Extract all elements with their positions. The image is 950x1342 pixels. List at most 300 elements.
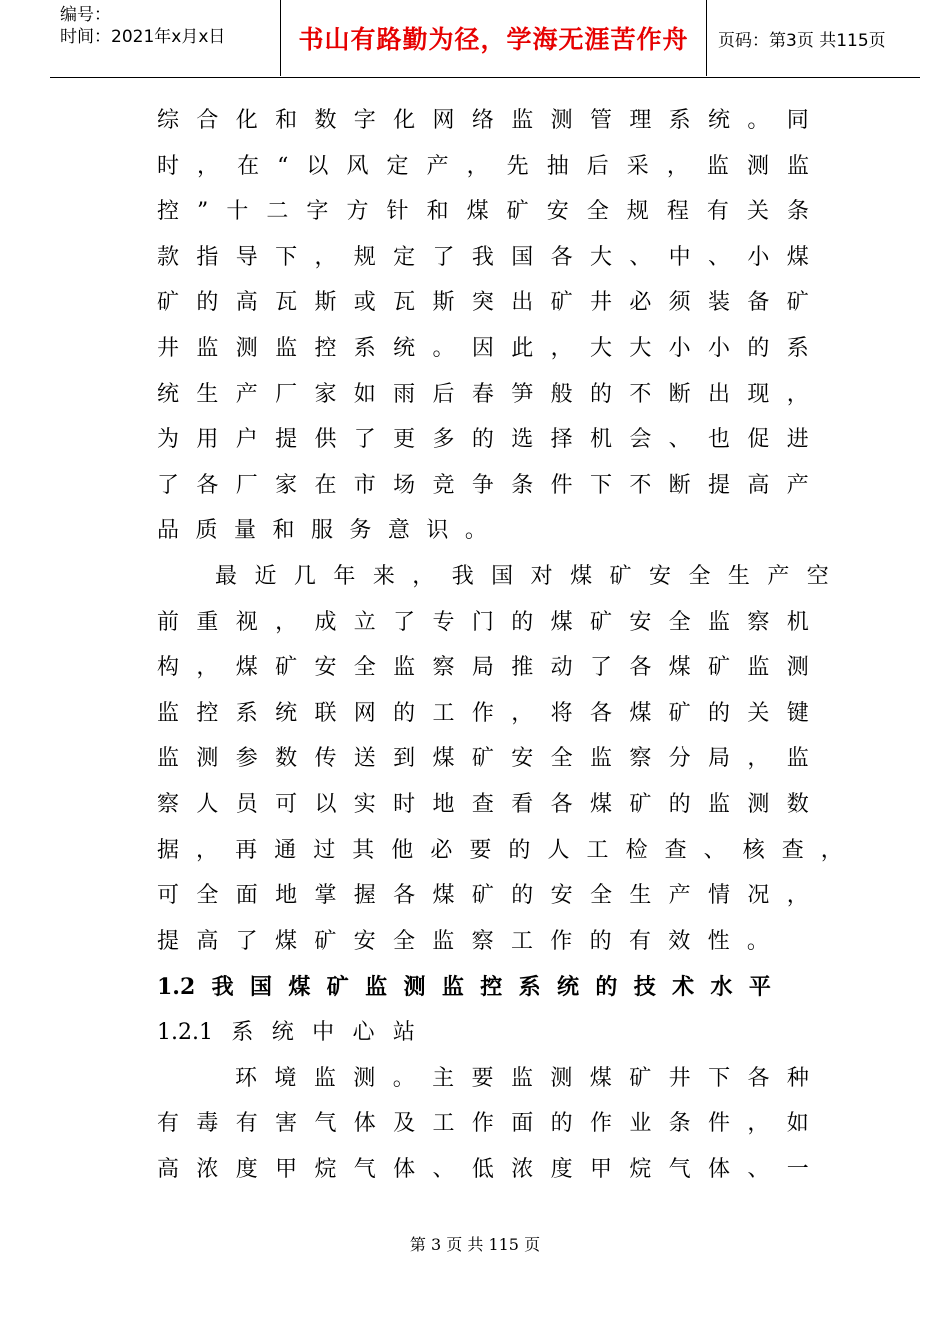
glyph: 的 [511, 883, 534, 909]
glyph: 如 [353, 381, 376, 407]
glyph: 煤 [589, 1065, 612, 1091]
glyph: 气 [668, 1156, 691, 1182]
glyph: 1.2.1 [157, 1020, 213, 1045]
glyph: 过 [313, 837, 336, 863]
glyph: 测 [235, 336, 258, 361]
text-line [157, 280, 809, 326]
page-footer: 第 3 页 共 115 页 [409, 1235, 541, 1254]
glyph: 测 [403, 974, 426, 1001]
glyph: 查 [471, 792, 494, 817]
glyph: 矿 [157, 290, 180, 316]
text-line [157, 736, 809, 782]
glyph: 备 [747, 290, 770, 316]
glyph: 的 [471, 427, 494, 453]
glyph: 测 [786, 655, 809, 681]
glyph: 系 [235, 700, 258, 726]
glyph: 到 [393, 746, 416, 772]
glyph: 件 [708, 1111, 731, 1137]
glyph: 数 [786, 792, 809, 817]
glyph: 害 [275, 1111, 298, 1137]
glyph: 控 [196, 700, 219, 726]
glyph: 全 [196, 883, 219, 909]
glyph: 员 [235, 792, 258, 817]
glyph: 察 [471, 928, 494, 954]
glyph: 况 [747, 883, 770, 909]
glyph: 笋 [511, 381, 534, 407]
glyph: 和 [426, 199, 449, 225]
glyph: 各 [747, 1065, 770, 1091]
header-meta [60, 0, 280, 80]
glyph: 煤 [786, 244, 809, 270]
header-motto: 书山有路勤为径，学海无涯苦作舟 [280, 0, 707, 76]
glyph: 矿 [471, 883, 494, 909]
glyph: 多 [432, 427, 455, 453]
glyph: 甲 [275, 1156, 298, 1182]
text-line [157, 144, 809, 190]
glyph: 用 [196, 427, 219, 453]
glyph: 再 [235, 837, 258, 863]
glyph: 生 [196, 381, 219, 407]
glyph: 检 [625, 837, 648, 863]
glyph: 系 [518, 974, 541, 1001]
glyph: ， [275, 609, 298, 635]
glyph: 有 [235, 1111, 258, 1137]
glyph: 及 [393, 1111, 416, 1137]
glyph: 市 [353, 472, 376, 498]
glyph: 十 [226, 199, 249, 225]
glyph: ， [412, 564, 435, 589]
glyph: 、 [747, 1156, 770, 1182]
glyph: 大 [589, 244, 612, 270]
glyph: 在 [314, 472, 337, 498]
glyph: 察 [747, 609, 770, 635]
glyph: 系 [231, 1020, 254, 1045]
text-line [157, 463, 809, 509]
glyph: 据 [157, 837, 180, 863]
glyph: 控 [480, 974, 503, 1001]
glyph: 。 [432, 336, 455, 361]
glyph: 、 [708, 244, 731, 270]
glyph: 工 [586, 837, 609, 863]
glyph: 国 [491, 564, 514, 589]
glyph: 安 [550, 883, 573, 909]
glyph: 气 [314, 1111, 337, 1137]
glyph: 以 [314, 792, 337, 817]
header-page-info: 页码：第3页 共115页 [718, 30, 886, 51]
glyph: 了 [353, 427, 376, 453]
glyph: 择 [550, 427, 573, 453]
glyph: 测 [550, 1065, 573, 1091]
glyph: 掌 [314, 883, 337, 909]
glyph: 统 [393, 336, 416, 361]
glyph: 。 [747, 108, 770, 133]
glyph: 最 [215, 564, 238, 589]
glyph: 为 [157, 427, 180, 453]
glyph: 推 [511, 655, 534, 681]
glyph: 煤 [570, 564, 593, 589]
glyph: 数 [314, 108, 337, 133]
glyph: 系 [668, 108, 691, 133]
glyph: 、 [703, 837, 726, 863]
glyph: 络 [471, 108, 494, 133]
glyph: 查 [664, 837, 687, 863]
glyph: 统 [271, 1020, 294, 1045]
glyph: 甲 [589, 1156, 612, 1182]
glyph: 突 [471, 290, 494, 316]
glyph: 大 [629, 336, 652, 361]
glyph: 局 [471, 655, 494, 681]
glyph: 浓 [196, 1156, 219, 1182]
glyph: 的 [508, 837, 531, 863]
glyph: 要 [469, 837, 492, 863]
glyph: 各 [550, 792, 573, 817]
glyph: 服 [310, 518, 333, 544]
glyph: 品 [157, 518, 180, 544]
glyph: 门 [471, 609, 494, 635]
glyph: 矿 [668, 700, 691, 726]
glyph: 人 [547, 837, 570, 863]
glyph: 烷 [629, 1156, 652, 1182]
glyph: 近 [254, 564, 277, 589]
glyph: 不 [629, 472, 652, 498]
glyph: 几 [293, 564, 316, 589]
glyph: 安 [546, 199, 569, 225]
glyph: 小 [668, 336, 691, 361]
glyph: 安 [314, 655, 337, 681]
glyph: 产 [235, 381, 258, 407]
glyph: 监 [432, 928, 455, 954]
glyph: 出 [511, 290, 534, 316]
glyph: 雨 [393, 381, 416, 407]
glyph: 的 [589, 381, 612, 407]
glyph: 统 [157, 381, 180, 407]
glyph: 矿 [609, 564, 632, 589]
glyph: 般 [550, 381, 573, 407]
glyph: 产 [767, 564, 790, 589]
glyph: 烷 [314, 1156, 337, 1182]
page-header [50, 0, 920, 78]
glyph: 厂 [275, 381, 298, 407]
glyph: 种 [786, 1065, 809, 1091]
glyph: 实 [353, 792, 376, 817]
glyph: 核 [742, 837, 765, 863]
glyph: 断 [668, 381, 691, 407]
glyph: 可 [157, 883, 180, 909]
glyph: 有 [706, 199, 729, 225]
glyph: 定 [393, 244, 416, 270]
glyph: 联 [314, 700, 337, 726]
glyph: ， [747, 1111, 770, 1137]
glyph: 主 [432, 1065, 455, 1091]
glyph: 成 [314, 609, 337, 635]
glyph: 效 [668, 928, 691, 954]
glyph: 监 [275, 336, 298, 361]
glyph: 须 [668, 290, 691, 316]
glyph: 面 [511, 1111, 534, 1137]
glyph: 矿 [629, 1065, 652, 1091]
glyph: 更 [393, 427, 416, 453]
glyph: 情 [708, 883, 731, 909]
glyph: 各 [196, 472, 219, 498]
glyph: 产 [668, 883, 691, 909]
glyph: 安 [511, 746, 534, 772]
glyph: ， [196, 837, 219, 863]
glyph: 矿 [708, 655, 731, 681]
glyph: 国 [250, 974, 273, 1001]
glyph: 测 [196, 746, 219, 772]
text-line [157, 600, 809, 646]
glyph: 井 [157, 336, 180, 361]
glyph: 控 [157, 199, 180, 225]
glyph: 气 [353, 1156, 376, 1182]
glyph: 监 [157, 700, 180, 726]
glyph: 作 [471, 1111, 494, 1137]
glyph: 全 [688, 564, 711, 589]
glyph: ， [197, 153, 220, 179]
glyph: 争 [471, 472, 494, 498]
glyph: 煤 [274, 928, 297, 954]
glyph: 高 [747, 472, 770, 498]
glyph: 务 [349, 518, 372, 544]
glyph: 国 [511, 244, 534, 270]
text-line [157, 1101, 809, 1147]
text-line [157, 873, 809, 919]
glyph: 高 [157, 1156, 180, 1182]
glyph: 监 [365, 974, 388, 1001]
glyph: 一 [786, 1156, 809, 1182]
glyph: 数 [275, 746, 298, 772]
glyph: 定 [386, 153, 409, 179]
header-divider [50, 77, 920, 78]
text-line [157, 508, 487, 554]
glyph: 、 [629, 244, 652, 270]
glyph: 全 [353, 655, 376, 681]
glyph: 1.2 [157, 974, 196, 1001]
glyph: 煤 [589, 792, 612, 817]
glyph: 进 [786, 427, 809, 453]
glyph: 低 [471, 1156, 494, 1182]
glyph: 将 [550, 700, 573, 726]
glyph: 有 [157, 1111, 180, 1137]
glyph: 工 [510, 928, 533, 954]
glyph: 量 [233, 518, 256, 544]
glyph: 矿 [629, 792, 652, 817]
glyph: 和 [272, 518, 295, 544]
glyph: ， [466, 153, 489, 179]
glyph: 全 [668, 609, 691, 635]
glyph: 地 [275, 883, 298, 909]
glyph: 可 [275, 792, 298, 817]
glyph: 监 [708, 609, 731, 635]
glyph: 专 [432, 609, 455, 635]
glyph: 监 [511, 108, 534, 133]
glyph: 体 [393, 1156, 416, 1182]
glyph: 中 [312, 1020, 335, 1045]
glyph: 春 [471, 381, 494, 407]
glyph: 测 [550, 108, 573, 133]
glyph: 小 [708, 336, 731, 361]
glyph: 系 [353, 336, 376, 361]
glyph: 矿 [471, 746, 494, 772]
glyph: 现 [747, 381, 770, 407]
glyph: 条 [668, 1111, 691, 1137]
glyph: 前 [157, 609, 180, 635]
glyph: 视 [235, 609, 258, 635]
glyph: 选 [511, 427, 534, 453]
glyph: 导 [235, 244, 258, 270]
glyph: 煤 [668, 655, 691, 681]
glyph: 查 [781, 837, 804, 863]
glyph: 断 [668, 472, 691, 498]
glyph: 监 [441, 974, 464, 1001]
text-line [157, 1147, 809, 1193]
glyph: 我 [451, 564, 474, 589]
glyph: 测 [746, 153, 769, 179]
glyph: 采 [626, 153, 649, 179]
glyph: 全 [586, 199, 609, 225]
glyph: 有 [628, 928, 651, 954]
glyph: 全 [550, 746, 573, 772]
glyph: 度 [550, 1156, 573, 1182]
glyph: 化 [235, 108, 258, 133]
glyph: ， [786, 883, 809, 909]
glyph: 监 [157, 746, 180, 772]
glyph: 各 [393, 883, 416, 909]
glyph: 网 [432, 108, 455, 133]
glyph: 体 [353, 1111, 376, 1137]
glyph: 同 [786, 108, 809, 133]
glyph: 此 [511, 336, 534, 361]
glyph: 程 [666, 199, 689, 225]
glyph: 局 [708, 746, 731, 772]
glyph: 矿 [786, 290, 809, 316]
glyph: 测 [747, 792, 770, 817]
glyph: 斯 [314, 290, 337, 316]
glyph: 站 [392, 1020, 415, 1045]
glyph: 煤 [432, 883, 455, 909]
glyph: 质 [195, 518, 218, 544]
glyph: 矿 [326, 974, 349, 1001]
glyph: 促 [747, 427, 770, 453]
glyph: 对 [530, 564, 553, 589]
glyph: 平 [748, 974, 771, 1001]
glyph: 和 [275, 108, 298, 133]
glyph: 了 [393, 609, 416, 635]
glyph: 风 [346, 153, 369, 179]
glyph: 人 [196, 792, 219, 817]
glyph: 下 [275, 244, 298, 270]
glyph: 后 [432, 381, 455, 407]
glyph: 会 [629, 427, 652, 453]
glyph: 或 [353, 290, 376, 316]
glyph: 合 [196, 108, 219, 133]
glyph: 看 [511, 792, 534, 817]
glyph: 工 [432, 1111, 455, 1137]
glyph: 后 [586, 153, 609, 179]
text-line [157, 98, 809, 144]
glyph: 因 [471, 336, 494, 361]
glyph: 方 [346, 199, 369, 225]
glyph: 、 [668, 427, 691, 453]
glyph: 要 [471, 1065, 494, 1091]
glyph: 构 [157, 655, 180, 681]
glyph: 性 [707, 928, 730, 954]
glyph: 其 [352, 837, 375, 863]
glyph: 必 [430, 837, 453, 863]
glyph: 提 [157, 928, 180, 954]
glyph: 抽 [546, 153, 569, 179]
glyph: 如 [786, 1111, 809, 1137]
text-line [157, 919, 769, 965]
glyph: 监 [313, 1065, 336, 1091]
glyph: 关 [747, 700, 770, 726]
glyph: 家 [275, 472, 298, 498]
glyph: 字 [306, 199, 329, 225]
glyph: 面 [235, 883, 258, 909]
glyph: 生 [727, 564, 750, 589]
glyph: 煤 [466, 199, 489, 225]
glyph: 测 [353, 1065, 376, 1091]
glyph: 井 [668, 1065, 691, 1091]
glyph: 高 [196, 928, 219, 954]
glyph: 度 [235, 1156, 258, 1182]
glyph: 的 [668, 792, 691, 817]
glyph: 。 [392, 1065, 415, 1091]
glyph: 安 [353, 928, 376, 954]
glyph: 综 [157, 108, 180, 133]
glyph: 系 [786, 336, 809, 361]
glyph: 也 [708, 427, 731, 453]
glyph: 动 [550, 655, 573, 681]
glyph: 了 [157, 472, 180, 498]
text-line [235, 1056, 809, 1102]
glyph: 作 [550, 928, 573, 954]
glyph: 产 [426, 153, 449, 179]
text-line [157, 326, 809, 372]
glyph: 各 [589, 700, 612, 726]
text-line [157, 691, 809, 737]
glyph: 理 [629, 108, 652, 133]
glyph: 送 [353, 746, 376, 772]
text-line [157, 782, 809, 828]
glyph: 环 [235, 1065, 258, 1091]
glyph: ， [196, 655, 219, 681]
glyph: 通 [274, 837, 297, 863]
glyph: 矿 [589, 609, 612, 635]
glyph: 、 [432, 1156, 455, 1182]
glyph: 时 [157, 153, 180, 179]
text-line [157, 828, 843, 874]
glyph: 规 [353, 244, 376, 270]
glyph: 统 [557, 974, 580, 1001]
glyph: 井 [589, 290, 612, 316]
glyph: 管 [589, 108, 612, 133]
glyph: 针 [386, 199, 409, 225]
glyph: 察 [157, 792, 180, 817]
glyph: 的 [747, 336, 770, 361]
glyph: 意 [387, 518, 410, 544]
glyph: 分 [668, 746, 691, 772]
document-number-label: 编号： [60, 5, 111, 25]
glyph: 浓 [511, 1156, 534, 1182]
glyph: 各 [629, 655, 652, 681]
text-line [157, 417, 809, 463]
glyph: 参 [235, 746, 258, 772]
glyph: 关 [746, 199, 769, 225]
glyph: 作 [589, 1111, 612, 1137]
text-line [157, 189, 809, 235]
glyph: 在 [237, 153, 260, 179]
